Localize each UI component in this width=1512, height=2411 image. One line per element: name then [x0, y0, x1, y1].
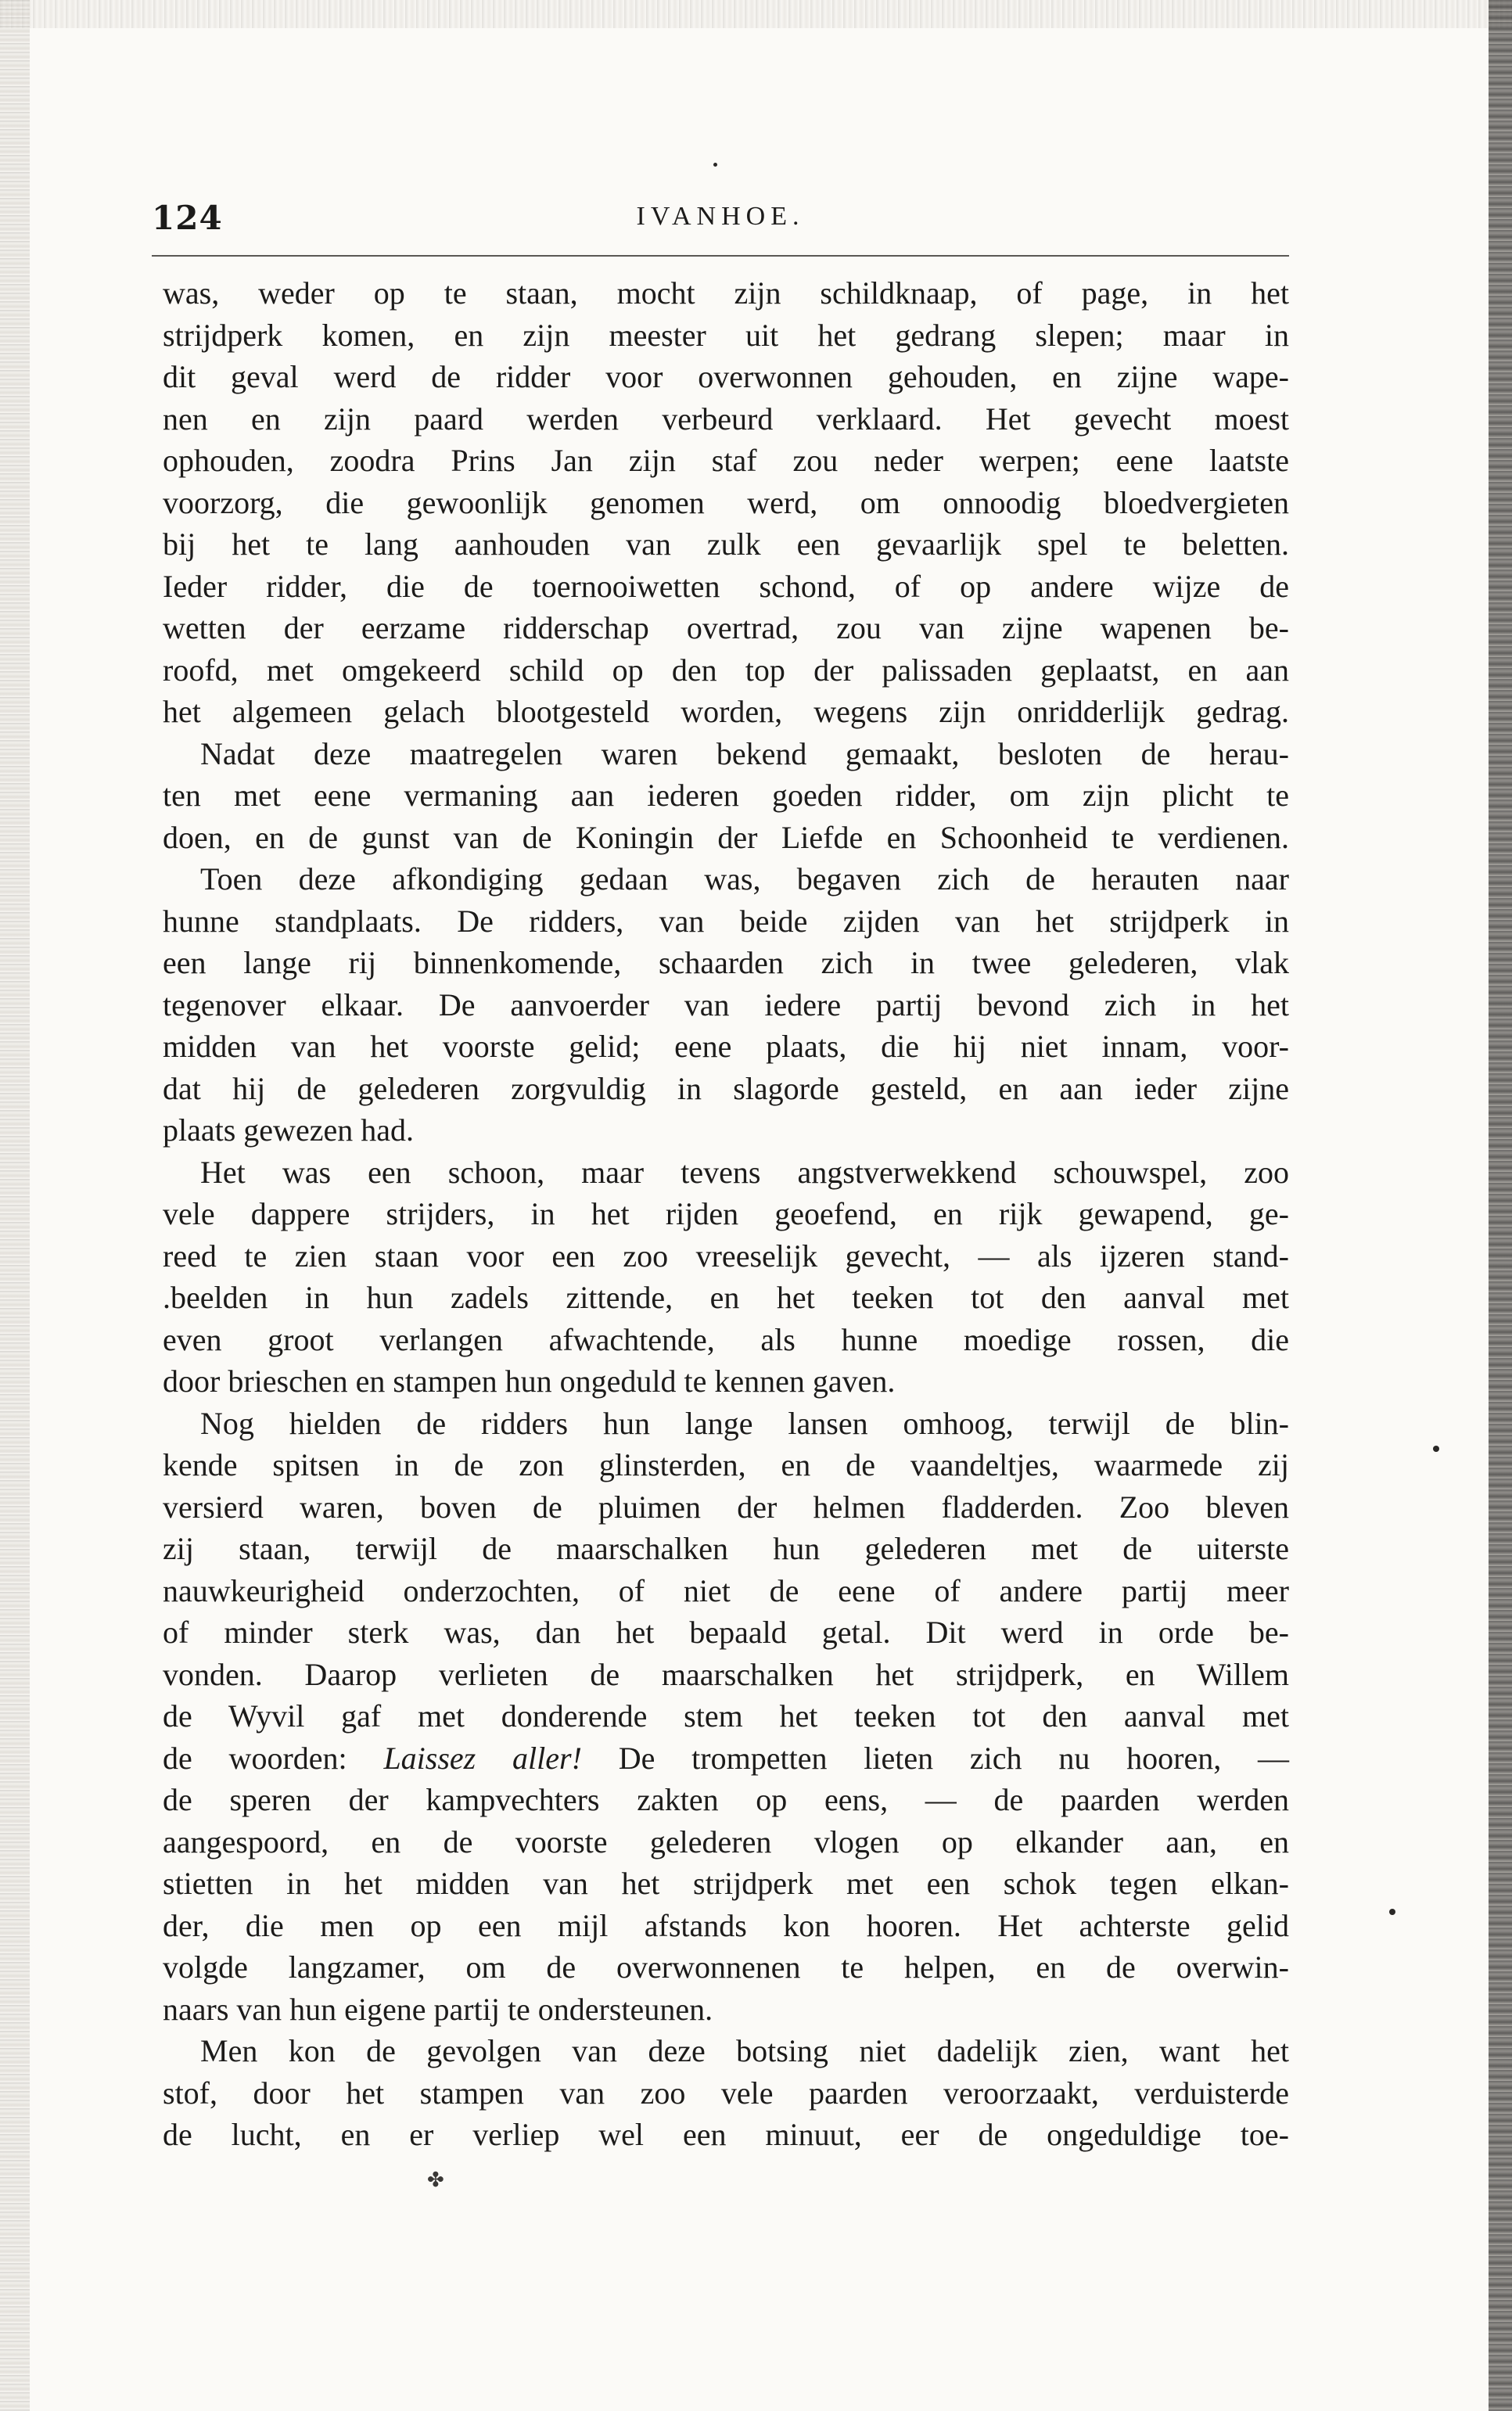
header-rule: [152, 255, 1289, 257]
text-line: voorzorg, die gewoonlijk genomen werd, om onnoodig bloedvergieten: [163, 484, 1289, 520]
text-line: was, weder op te staan, mocht zijn schildknaap, of page, in het: [163, 275, 1289, 311]
text-line: Nog hielden de ridders hun lange lansen omhoog, terwijl de blin-: [200, 1405, 1289, 1441]
text-line: plaats gewezen had.: [163, 1112, 414, 1148]
text-line: kende spitsen in de zon glinsterden, en de vaandeltjes, waarmede zij: [163, 1447, 1289, 1482]
text-line: doen, en de gunst van de Koningin der Liefde en Schoonheid te verdienen.: [163, 819, 1289, 855]
text-run: de woorden:: [163, 1740, 384, 1776]
text-line: [163, 1737, 1289, 1780]
text-line: Nadat deze maatregelen waren bekend gemaakt, besloten de herau-: [200, 735, 1289, 771]
text-line: stof, door het stampen van zoo vele paarden veroorzaakt, verduisterde: [163, 2075, 1289, 2111]
speck-mark: [1389, 1909, 1395, 1915]
text-line: vele dappere strijders, in het rijden geoefend, en rijk gewapend, ge-: [163, 1196, 1289, 1231]
text-line: Toen deze afkondiging gedaan was, begaven zich de herauten naar: [200, 861, 1289, 896]
signature-mark: ✤: [427, 2168, 444, 2192]
text-line: wetten der eerzame ridderschap overtrad, zou van zijne wapenen be-: [163, 610, 1289, 645]
text-line: .beelden in hun zadels zittende, en het teeken tot den aanval met: [163, 1280, 1289, 1315]
body-text: [163, 272, 1289, 2156]
page-edge-right: [1489, 0, 1512, 2411]
text-line: even groot verlangen afwachtende, als hunne moedige rossen, die: [163, 1321, 1289, 1357]
text-line: tegenover elkaar. De aanvoerder van iedere partij bevond zich in het: [163, 986, 1289, 1022]
text-line: nen en zijn paard werden verbeurd verklaard. Het gevecht moest: [163, 401, 1289, 437]
text-run: De trompetten lieten zich nu hooren, —: [581, 1740, 1289, 1776]
text-line: ophouden, zoodra Prins Jan zijn staf zou neder werpen; eene laatste: [163, 443, 1289, 478]
text-line: hunne standplaats. De ridders, van beide zijden van het strijdperk in: [163, 903, 1289, 939]
text-line: zij staan, terwijl de maarschalken hun gelederen met de uiterste: [163, 1531, 1289, 1566]
text-line: dit geval werd de ridder voor overwonnen gehouden, en zijne wape-: [163, 359, 1289, 394]
page-number: 124: [152, 199, 223, 237]
text-line: door brieschen en stampen hun ongeduld te kennen gaven.: [163, 1364, 896, 1399]
text-line: Ieder ridder, die de toernooiwetten schond, of op andere wijze de: [163, 568, 1289, 604]
text-line: de speren der kampvechters zakten op eens, — de paarden werden: [163, 1782, 1289, 1817]
text-line: volgde langzamer, om de overwonnenen te helpen, en de overwin-: [163, 1949, 1289, 1985]
text-line: het algemeen gelach blootgesteld worden, wegens zijn onridderlijk gedrag.: [163, 694, 1289, 729]
text-line: strijdperk komen, en zijn meester uit het gedrang slepen; maar in: [163, 317, 1289, 353]
text-line: stietten in het midden van het strijdperk met een schok tegen elkan-: [163, 1866, 1289, 1901]
text-line: dat hij de gelederen zorgvuldig in slagorde gesteld, en aan ieder zijne: [163, 1070, 1289, 1106]
page-header: [152, 199, 1289, 246]
text-line: een lange rij binnenkomende, schaarden zich in twee gelederen, vlak: [163, 945, 1289, 980]
text-line: Men kon de gevolgen van deze botsing niet dadelijk zien, want het: [200, 2033, 1289, 2068]
italic-phrase: Laissez aller!: [383, 1740, 582, 1776]
speck-mark: [713, 163, 717, 167]
speck-mark: [1433, 1446, 1439, 1452]
text-line: vonden. Daarop verlieten de maarschalken het strijdperk, en Willem: [163, 1656, 1289, 1692]
page-edge-top: [0, 0, 1512, 28]
text-line: der, die men op een mijl afstands kon hooren. Het achterste gelid: [163, 1907, 1289, 1943]
text-line: of minder sterk was, dan het bepaald getal. Dit werd in orde be-: [163, 1615, 1289, 1650]
text-line: roofd, met omgekeerd schild op den top der palissaden geplaatst, en aan: [163, 652, 1289, 688]
text-line: naars van hun eigene partij te ondersteunen.: [163, 1991, 713, 2027]
text-line: versierd waren, boven de pluimen der helmen fladderden. Zoo bleven: [163, 1489, 1289, 1525]
text-line: midden van het voorste gelid; eene plaats, die hij niet innam, voor-: [163, 1029, 1289, 1064]
text-line: aangespoord, en de voorste gelederen vlogen op elkander aan, en: [163, 1824, 1289, 1859]
text-line: ten met eene vermaning aan iederen goeden ridder, om zijn plicht te: [163, 778, 1289, 813]
text-line: de lucht, en er verliep wel een minuut, eer de ongeduldige toe-: [163, 2117, 1289, 2152]
page-edge-left: [0, 0, 30, 2411]
text-line: Het was een schoon, maar tevens angstverwekkend schouwspel, zoo: [200, 1154, 1289, 1190]
text-line: nauwkeurigheid onderzochten, of niet de eene of andere partij meer: [163, 1572, 1289, 1608]
text-line: bij het te lang aanhouden van zulk een gevaarlijk spel te beletten.: [163, 526, 1289, 562]
text-line: de Wyvil gaf met donderende stem het teeken tot den aanval met: [163, 1698, 1289, 1734]
text-line: reed te zien staan voor een zoo vreeselijk gevecht, — als ijzeren stand-: [163, 1238, 1289, 1274]
running-title: IVANHOE.: [636, 202, 805, 231]
